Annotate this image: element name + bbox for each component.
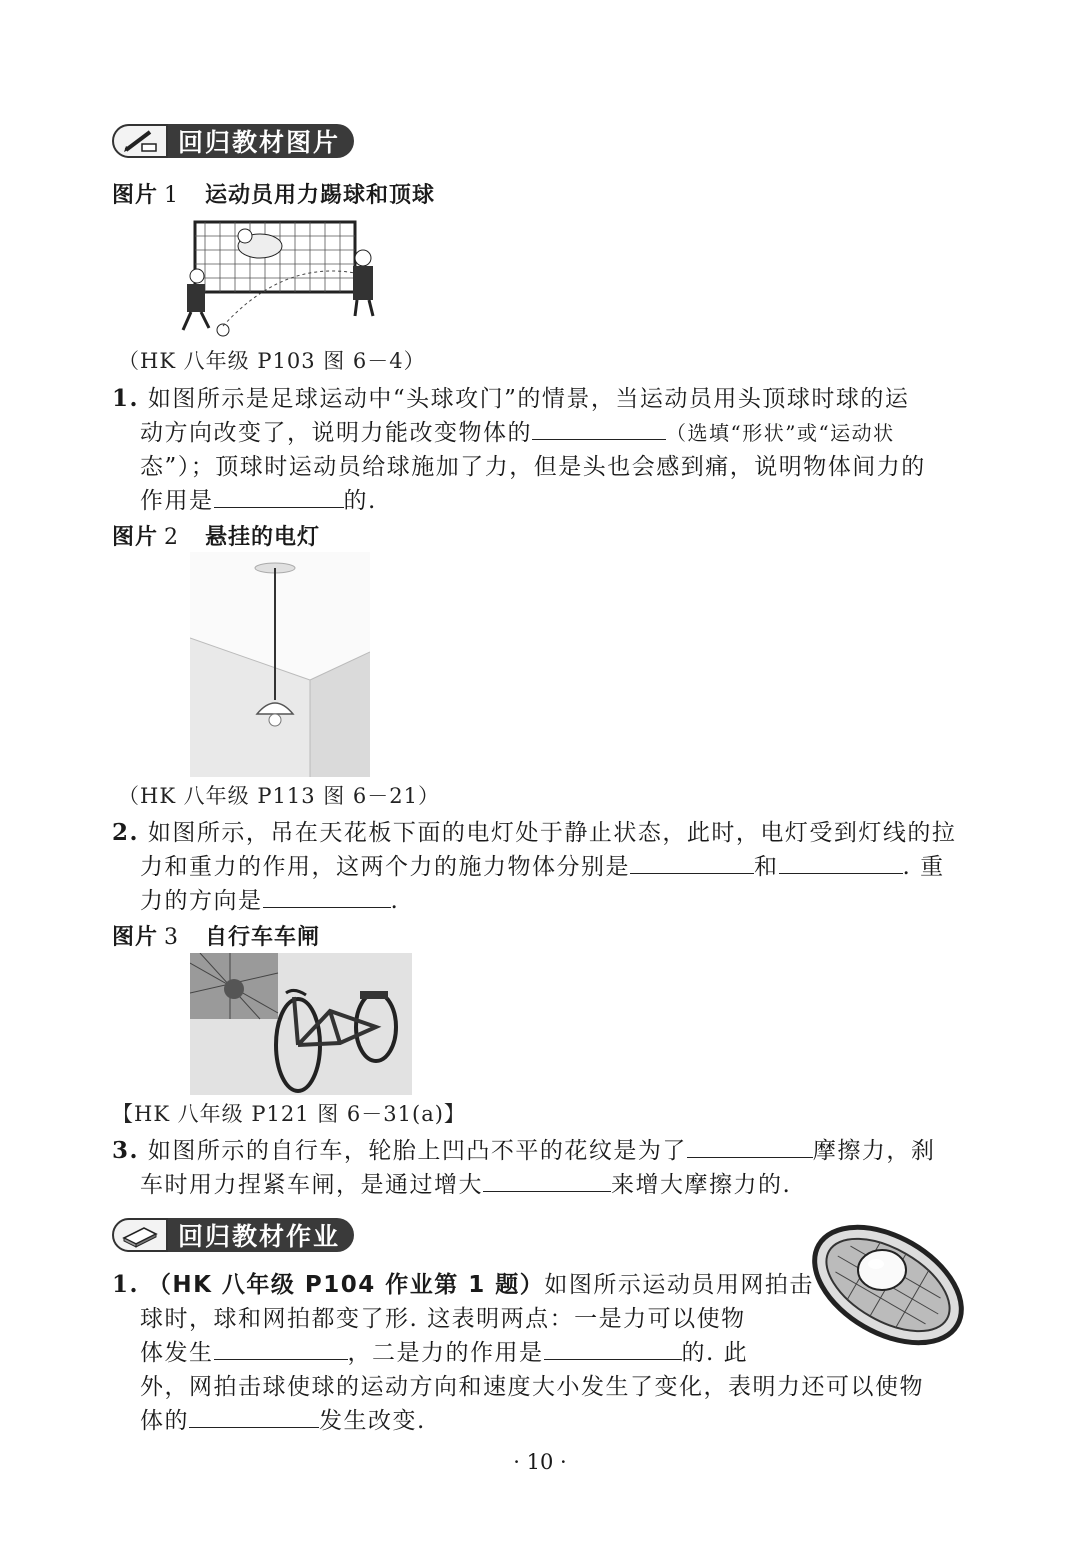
figure1-caption: 图片 1 运动员用力踢球和顶球 [112,183,436,208]
figure2-caption: 图片 2 悬挂的电灯 [112,525,321,550]
homework-question-1: 1. （HK 八年级 P104 作业第 1 题）如图所示运动员用网拍击 球时，球和网拍都变了形. 这表明两点：一是力可以使物 体发生 ，二是力的作用是 的. 此 外，网拍击球使球的运动方向和速度大小发生了变化，表明力还可以使物 体的 发生改变. [112,1271,924,1434]
answer-blank[interactable] [532,417,666,440]
answer-blank[interactable] [544,1337,682,1360]
answer-blank[interactable] [214,1337,348,1360]
section-header-textbook-figures [112,124,354,158]
answer-blank[interactable] [687,1135,813,1158]
question-1: 1. 如图所示是足球运动中“头球攻门”的情景，当运动员用头顶球时球的运 动方向改变了，说明力能改变物体的 （选填“形状”或“运动状 态”）；顶球时运动员给球施加了力，但是头也会感到痛，说明物体间力的 作用是 的. [112,385,926,514]
section-header-textbook-homework [112,1218,354,1252]
page-number: · 10 · [513,1450,567,1474]
question-2: 2. 如图所示，吊在天花板下面的电灯处于静止状态，此时，电灯受到灯线的拉 力和重力的作用，这两个力的施力物体分别是 和 . 重 力的方向是 . [112,819,957,914]
hanging-lamp-photo [190,552,370,777]
bicycle-photo [190,953,412,1095]
answer-blank[interactable] [779,851,903,874]
pencil-icon [112,124,168,158]
book-icon [112,1218,168,1252]
answer-blank[interactable] [263,885,391,908]
answer-blank[interactable] [483,1169,611,1192]
soccer-illustration [165,218,400,343]
answer-blank[interactable] [189,1405,319,1428]
tennis-racket-illustration [800,1210,975,1360]
section-title: 回归教材图片 [168,124,354,158]
figure3-caption: 图片 3 自行车车闸 [112,925,321,950]
figure3-source: 【HK 八年级 P121 图 6－31(a)】 [112,1102,466,1126]
answer-blank[interactable] [630,851,754,874]
figure1-source: （HK 八年级 P103 图 6－4） [118,349,426,373]
section-title: 回归教材作业 [168,1218,354,1252]
question-3: 3. 如图所示的自行车，轮胎上凹凸不平的花纹是为了 摩擦力，刹 车时用力捏紧车闸，是通过增大 来增大摩擦力的. [112,1137,936,1198]
answer-blank[interactable] [214,485,344,508]
figure2-source: （HK 八年级 P113 图 6－21） [118,784,440,808]
